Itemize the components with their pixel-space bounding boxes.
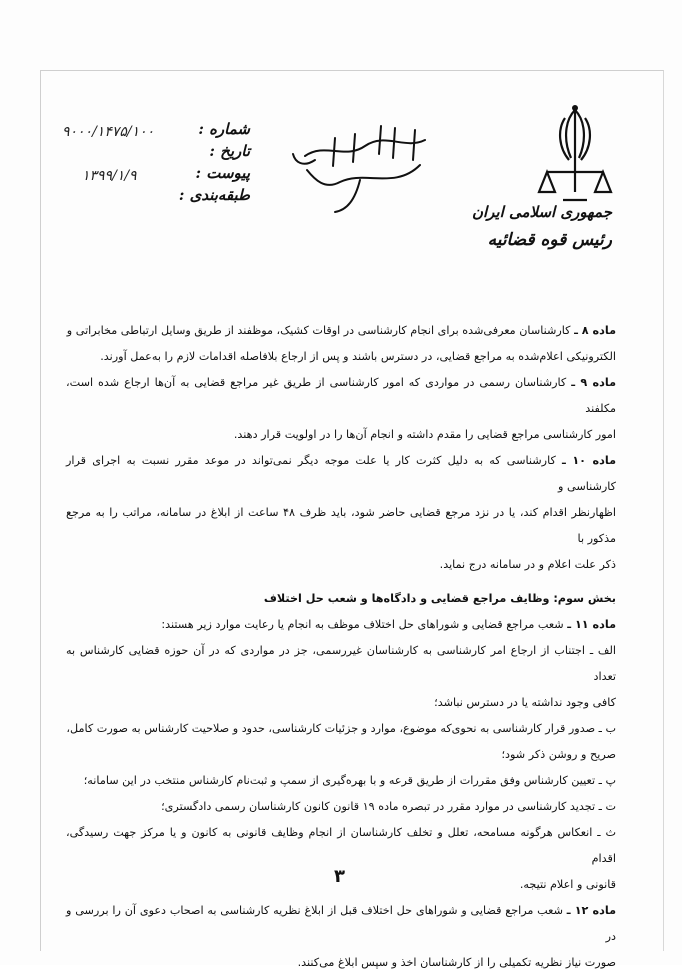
body-line: ب ـ صدور قرار کارشناسی به نحوی‌که موضوع، موارد و جزئیات کارشناسی، حدود و صلاحیت کارشناس به صورت کامل، — [66, 722, 616, 735]
body-line: الف ـ اجتناب از ارجاع امر کارشناسی به کارشناسان غیررسمی، جز در مواردی که در آن حوزه قضایی کارشناس به تعداد — [66, 644, 616, 683]
body-line: ث ـ انعکاس هرگونه مسامحه، تعلل و تخلف کارشناسان از انجام وظایف قانونی به کانون و یا مرکز جهت رسیدگی، اقدام — [66, 826, 616, 865]
meta-date-label: تاریخ : — [209, 142, 250, 160]
body-line: الکترونیکی اعلام‌شده به مراجع قضایی، در دسترس باشند و پس از ارجاع بلافاصله اقدامات لازم را به‌عمل آورند. — [100, 350, 616, 363]
document-meta — [150, 120, 250, 208]
body-line: صریح و روشن ذکر شود؛ — [501, 748, 616, 761]
body-line: قانونی و اعلام نتیجه. — [519, 878, 616, 891]
org-name: جمهوری اسلامی ایران — [471, 203, 612, 221]
page-number: ۳ — [334, 866, 345, 887]
meta-attachment-label: پیوست : — [195, 164, 250, 182]
body-line: امور کارشناسی مراجع قضایی را مقدم داشته و انجام آن‌ها را در اولویت قرار دهند. — [233, 428, 616, 441]
body-line: ماده ۸ ـ کارشناسان معرفی‌شده برای انجام کارشناسی در اوقات کشیک، موظفند از طریق وسایل ارتباطی مخابراتی و — [66, 324, 616, 337]
emblem-icon — [535, 100, 615, 210]
body-line: ماده ۱۰ ـ کارشناسی که به دلیل کثرت کار یا علت موجه دیگر نمی‌تواند در موعد مقرر نسبت به اجرای قرار کارشناسی و — [66, 454, 616, 493]
org-title: رئیس قوه قضائیه — [487, 230, 612, 250]
body-line: پ ـ تعیین کارشناس وفق مقررات از طریق قرعه و با بهره‌گیری از سمپ و ثبت‌نام کارشناس منتخب در این سامانه؛ — [83, 774, 616, 787]
body-line: ماده ۱۱ ـ شعب مراجع قضایی و شوراهای حل اختلاف موظف به انجام یا رعایت موارد زیر هستند: — [161, 618, 616, 631]
body-line: ذکر علت اعلام و در سامانه درج نماید. — [439, 558, 616, 571]
meta-classification-label: طبقه‌بندی : — [178, 186, 250, 204]
basmala-calligraphy — [285, 120, 435, 215]
body-line: ت ـ تجدید کارشناسی در موارد مقرر در تبصره ماده ۱۹ قانون کانون کارشناسان رسمی دادگستری؛ — [161, 800, 616, 813]
meta-number-label: شماره : — [198, 120, 250, 138]
section-heading: بخش سوم: وظایف مراجع قضایی و دادگاه‌ها و شعب حل اختلاف — [263, 592, 616, 605]
handwritten-number: ۹۰۰۰/۱۴۷۵/۱۰۰ — [62, 124, 155, 140]
body-line: ماده ۱۲ ـ شعب مراجع قضایی و شوراهای حل اختلاف قبل از ابلاغ نظریه کارشناسی به اصحاب دعوی آن را بررسی و در — [66, 904, 617, 943]
body-line: صورت نیاز نظریه تکمیلی را از کارشناسان اخذ و سپس ابلاغ می‌کنند. — [297, 956, 616, 969]
handwritten-date: ۱۳۹۹/۱/۹ — [82, 168, 137, 184]
body-line: کافی وجود نداشته یا در دسترس نباشد؛ — [434, 696, 616, 709]
body-line: اظهارنظر اقدام کند، یا در نزد مرجع قضایی حاضر شود، باید ظرف ۴۸ ساعت از ابلاغ در سامانه، مراتب را به مرجع مذکور با — [66, 506, 616, 545]
body-line: ماده ۹ ـ کارشناسان رسمی در مواردی که امور کارشناسی از طریق غیر مراجع قضایی به آن‌ها ارجاع شده است، مکلفند — [66, 376, 616, 415]
